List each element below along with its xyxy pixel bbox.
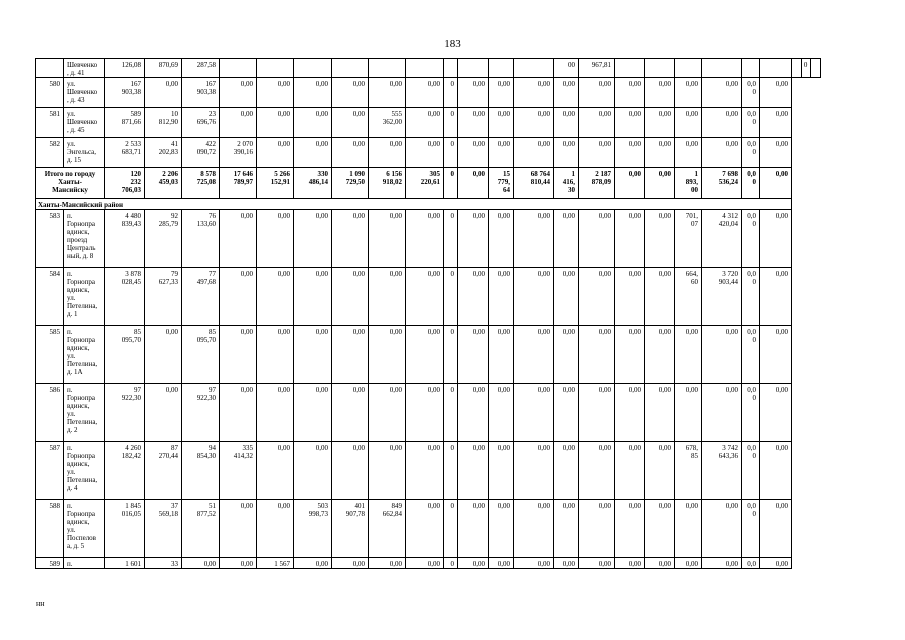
total-cell: 0 bbox=[444, 168, 458, 199]
value-cell: 0,00 bbox=[702, 500, 742, 558]
value-cell: 870,69 bbox=[145, 59, 182, 78]
value-cell: 967,81 bbox=[579, 59, 615, 78]
total-cell: 120 232 706,03 bbox=[105, 168, 145, 199]
value-cell: 0,00 bbox=[579, 558, 615, 569]
address-cell: п. Горнопра вдинск, ул. Петелина, д. 1 bbox=[64, 268, 105, 326]
row-number: 589 bbox=[36, 558, 64, 569]
value-cell: 0,00 bbox=[294, 138, 332, 168]
value-cell: 0,00 bbox=[615, 558, 645, 569]
table-row bbox=[36, 108, 821, 138]
value-cell: 0,00 bbox=[554, 268, 579, 326]
value-cell: 0,00 bbox=[645, 108, 675, 138]
value-cell: 0,0 0 bbox=[742, 500, 760, 558]
value-cell: 0,00 bbox=[294, 384, 332, 442]
value-cell: 0,00 bbox=[579, 210, 615, 268]
value-cell: 10 812,90 bbox=[145, 108, 182, 138]
total-cell: 7 698 536,24 bbox=[702, 168, 742, 199]
value-cell: 0,00 bbox=[514, 500, 554, 558]
value-cell: 0,00 bbox=[702, 558, 742, 569]
value-cell: 0,00 bbox=[332, 558, 369, 569]
value-cell: 23 696,76 bbox=[182, 108, 220, 138]
value-cell: 0,0 0 bbox=[742, 138, 760, 168]
table-row bbox=[36, 442, 821, 500]
value-cell: 0,00 bbox=[760, 500, 792, 558]
value-cell: 0 bbox=[444, 326, 458, 384]
value-cell: 0,00 bbox=[579, 138, 615, 168]
value-cell: 0,00 bbox=[615, 384, 645, 442]
value-cell: 33 bbox=[145, 558, 182, 569]
total-cell: 15 779, 64 bbox=[489, 168, 514, 199]
value-cell: 0,00 bbox=[554, 442, 579, 500]
value-cell: 0,00 bbox=[675, 500, 702, 558]
value-cell: 0,00 bbox=[675, 326, 702, 384]
value-cell: 0,00 bbox=[369, 442, 406, 500]
value-cell: 0,00 bbox=[760, 442, 792, 500]
row-number bbox=[36, 59, 64, 78]
value-cell: 0,00 bbox=[675, 138, 702, 168]
total-cell: 8 578 725,08 bbox=[182, 168, 220, 199]
value-cell: 0,00 bbox=[220, 78, 257, 108]
value-cell: 0,00 bbox=[257, 210, 294, 268]
page-number: 183 bbox=[444, 38, 461, 50]
value-cell: 00 bbox=[554, 59, 579, 78]
value-cell: 0,00 bbox=[615, 442, 645, 500]
value-cell: 2 070 390,16 bbox=[220, 138, 257, 168]
value-cell: 0,00 bbox=[406, 78, 444, 108]
table-row bbox=[36, 384, 821, 442]
value-cell: 0,00 bbox=[702, 138, 742, 168]
value-cell: 0,00 bbox=[257, 326, 294, 384]
data-table bbox=[35, 58, 821, 569]
value-cell: 0,00 bbox=[489, 384, 514, 442]
value-cell: 287,58 bbox=[182, 59, 220, 78]
value-cell: 0,00 bbox=[554, 384, 579, 442]
value-cell bbox=[742, 59, 760, 78]
value-cell: 0,00 bbox=[514, 384, 554, 442]
value-cell: 0,00 bbox=[554, 326, 579, 384]
value-cell: 0,00 bbox=[332, 78, 369, 108]
value-cell bbox=[369, 59, 406, 78]
value-cell bbox=[615, 59, 645, 78]
row-number: 580 bbox=[36, 78, 64, 108]
value-cell: 0,00 bbox=[645, 78, 675, 108]
value-cell: 0,00 bbox=[294, 268, 332, 326]
value-cell: 0,00 bbox=[645, 442, 675, 500]
total-cell: 5 266 152,91 bbox=[257, 168, 294, 199]
section-header-row bbox=[36, 199, 821, 210]
value-cell: 0,00 bbox=[702, 384, 742, 442]
table-row bbox=[36, 138, 821, 168]
value-cell: 0,00 bbox=[294, 558, 332, 569]
value-cell: 167 903,38 bbox=[182, 78, 220, 108]
value-cell: 2 533 683,71 bbox=[105, 138, 145, 168]
value-cell: 0,00 bbox=[369, 138, 406, 168]
value-cell bbox=[702, 59, 742, 78]
value-cell: 0,0 0 bbox=[742, 268, 760, 326]
value-cell: 0,00 bbox=[257, 138, 294, 168]
value-cell: 0,00 bbox=[294, 78, 332, 108]
value-cell: 0,0 0 bbox=[742, 442, 760, 500]
value-cell: 126,08 bbox=[105, 59, 145, 78]
address-cell: ул. Шевченко , д. 43 bbox=[64, 78, 105, 108]
address-cell: п. Горнопра вдинск, ул. Поспелов а, д. 5 bbox=[64, 500, 105, 558]
value-cell: 0,00 bbox=[645, 500, 675, 558]
value-cell: 0 bbox=[801, 59, 811, 78]
value-cell: 0,00 bbox=[489, 326, 514, 384]
value-cell: 0,00 bbox=[514, 78, 554, 108]
address-cell: п. Горнопра вдинск, ул. Петелина, д. 4 bbox=[64, 442, 105, 500]
value-cell: 0,00 bbox=[220, 108, 257, 138]
total-cell: 1 893, 00 bbox=[675, 168, 702, 199]
value-cell: 0,00 bbox=[294, 442, 332, 500]
value-cell: 0,00 bbox=[675, 384, 702, 442]
total-label: Итого по городу Ханты- Мансийску bbox=[36, 168, 105, 199]
value-cell: 0 bbox=[444, 210, 458, 268]
total-cell: 0,0 0 bbox=[742, 168, 760, 199]
value-cell: 0,00 bbox=[760, 210, 792, 268]
table-row bbox=[36, 558, 821, 569]
address-cell: п. Горнопра вдинск, проезд Централь ный, д. 8 bbox=[64, 210, 105, 268]
row-number: 587 bbox=[36, 442, 64, 500]
value-cell: 0,00 bbox=[615, 268, 645, 326]
value-cell bbox=[792, 59, 802, 78]
value-cell: 0,00 bbox=[406, 384, 444, 442]
value-cell: 0,00 bbox=[489, 78, 514, 108]
value-cell: 0,00 bbox=[579, 442, 615, 500]
value-cell bbox=[257, 59, 294, 78]
value-cell: 92 285,79 bbox=[145, 210, 182, 268]
value-cell: 0 bbox=[444, 558, 458, 569]
value-cell: 0,00 bbox=[645, 210, 675, 268]
total-row bbox=[36, 168, 821, 199]
value-cell: 0,00 bbox=[489, 108, 514, 138]
value-cell: 0,00 bbox=[332, 384, 369, 442]
value-cell: 0,00 bbox=[220, 500, 257, 558]
table-row bbox=[36, 78, 821, 108]
value-cell: 0,00 bbox=[369, 326, 406, 384]
value-cell: 0,0 0 bbox=[742, 210, 760, 268]
value-cell: 0,00 bbox=[332, 210, 369, 268]
value-cell: 0,00 bbox=[579, 500, 615, 558]
value-cell: 0,00 bbox=[514, 558, 554, 569]
table-row bbox=[36, 326, 821, 384]
value-cell: 0 bbox=[444, 78, 458, 108]
address-cell: Шевченко , д. 41 bbox=[64, 59, 105, 78]
value-cell: 0,00 bbox=[145, 78, 182, 108]
value-cell: 0 bbox=[444, 384, 458, 442]
value-cell bbox=[675, 59, 702, 78]
value-cell: 0,00 bbox=[257, 108, 294, 138]
table-row bbox=[36, 210, 821, 268]
value-cell: 0 bbox=[444, 268, 458, 326]
value-cell: 0,00 bbox=[369, 558, 406, 569]
value-cell: 0,00 bbox=[220, 268, 257, 326]
value-cell: 0,00 bbox=[220, 558, 257, 569]
value-cell: 3 720 903,44 bbox=[702, 268, 742, 326]
value-cell: 0,00 bbox=[294, 108, 332, 138]
footer-mark: нн bbox=[36, 599, 45, 608]
value-cell: 0,00 bbox=[294, 210, 332, 268]
value-cell: 87 270,44 bbox=[145, 442, 182, 500]
value-cell: 0,00 bbox=[489, 442, 514, 500]
value-cell: 0 bbox=[444, 442, 458, 500]
value-cell: 97 922,30 bbox=[105, 384, 145, 442]
value-cell: 0,00 bbox=[760, 78, 792, 108]
value-cell: 589 871,66 bbox=[105, 108, 145, 138]
value-cell: 1 601 bbox=[105, 558, 145, 569]
value-cell: 0,00 bbox=[489, 500, 514, 558]
value-cell: 401 907,78 bbox=[332, 500, 369, 558]
section-title: Ханты-Мансийский район bbox=[36, 199, 792, 210]
value-cell: 37 569,18 bbox=[145, 500, 182, 558]
value-cell: 701, 07 bbox=[675, 210, 702, 268]
value-cell: 1 845 016,05 bbox=[105, 500, 145, 558]
value-cell bbox=[645, 59, 675, 78]
value-cell: 0,00 bbox=[554, 108, 579, 138]
value-cell: 503 998,73 bbox=[294, 500, 332, 558]
value-cell: 0,00 bbox=[406, 442, 444, 500]
value-cell: 97 922,30 bbox=[182, 384, 220, 442]
value-cell: 1 567 bbox=[257, 558, 294, 569]
value-cell: 849 662,84 bbox=[369, 500, 406, 558]
value-cell: 0,00 bbox=[514, 108, 554, 138]
total-cell: 0,00 bbox=[615, 168, 645, 199]
value-cell: 0,00 bbox=[489, 558, 514, 569]
value-cell: 0,00 bbox=[489, 210, 514, 268]
value-cell bbox=[406, 59, 444, 78]
total-cell: 2 187 878,09 bbox=[579, 168, 615, 199]
value-cell: 167 903,38 bbox=[105, 78, 145, 108]
value-cell: 0,00 bbox=[458, 442, 489, 500]
value-cell: 0,00 bbox=[257, 500, 294, 558]
value-cell: 0,00 bbox=[369, 78, 406, 108]
value-cell bbox=[489, 59, 514, 78]
value-cell: 0,00 bbox=[615, 138, 645, 168]
value-cell: 0,00 bbox=[332, 138, 369, 168]
value-cell: 0,00 bbox=[615, 210, 645, 268]
total-cell: 17 646 789,97 bbox=[220, 168, 257, 199]
value-cell: 335 414,32 bbox=[220, 442, 257, 500]
value-cell: 0,0 0 bbox=[742, 78, 760, 108]
value-cell bbox=[444, 59, 458, 78]
value-cell: 0,00 bbox=[332, 268, 369, 326]
value-cell: 0,00 bbox=[645, 268, 675, 326]
value-cell: 0,00 bbox=[406, 558, 444, 569]
value-cell: 0,0 bbox=[742, 558, 760, 569]
value-cell: 0,00 bbox=[332, 442, 369, 500]
value-cell: 0,00 bbox=[489, 138, 514, 168]
value-cell: 0,00 bbox=[514, 210, 554, 268]
value-cell: 0,00 bbox=[579, 78, 615, 108]
value-cell: 0,00 bbox=[369, 210, 406, 268]
value-cell: 77 497,68 bbox=[182, 268, 220, 326]
value-cell: 0,00 bbox=[145, 384, 182, 442]
value-cell bbox=[332, 59, 369, 78]
value-cell: 0,00 bbox=[458, 500, 489, 558]
value-cell: 0,00 bbox=[760, 108, 792, 138]
address-cell: п. bbox=[64, 558, 105, 569]
value-cell: 0,00 bbox=[554, 500, 579, 558]
value-cell: 0,00 bbox=[514, 138, 554, 168]
value-cell bbox=[458, 59, 489, 78]
value-cell: 0,00 bbox=[760, 138, 792, 168]
value-cell: 0,00 bbox=[257, 268, 294, 326]
row-number: 582 bbox=[36, 138, 64, 168]
value-cell: 3 878 028,45 bbox=[105, 268, 145, 326]
value-cell: 0,0 0 bbox=[742, 326, 760, 384]
value-cell: 0,00 bbox=[675, 558, 702, 569]
value-cell bbox=[811, 59, 821, 78]
value-cell: 0,00 bbox=[406, 108, 444, 138]
value-cell: 0,00 bbox=[182, 558, 220, 569]
value-cell: 0,00 bbox=[702, 326, 742, 384]
value-cell: 0,00 bbox=[458, 108, 489, 138]
total-cell: 305 220,61 bbox=[406, 168, 444, 199]
value-cell: 0,00 bbox=[369, 268, 406, 326]
value-cell: 0,00 bbox=[645, 384, 675, 442]
value-cell: 0,00 bbox=[514, 268, 554, 326]
value-cell: 0,00 bbox=[458, 384, 489, 442]
value-cell: 0,00 bbox=[615, 326, 645, 384]
value-cell: 0,00 bbox=[554, 78, 579, 108]
value-cell: 0,00 bbox=[675, 108, 702, 138]
value-cell: 0,00 bbox=[760, 268, 792, 326]
value-cell: 4 312 420,04 bbox=[702, 210, 742, 268]
value-cell: 0,00 bbox=[220, 384, 257, 442]
value-cell: 0,00 bbox=[554, 138, 579, 168]
value-cell: 0,00 bbox=[458, 138, 489, 168]
value-cell: 0,00 bbox=[406, 210, 444, 268]
value-cell: 0,00 bbox=[332, 108, 369, 138]
value-cell: 0,00 bbox=[579, 268, 615, 326]
value-cell: 0,00 bbox=[406, 268, 444, 326]
value-cell: 0,00 bbox=[458, 558, 489, 569]
value-cell bbox=[220, 59, 257, 78]
value-cell bbox=[514, 59, 554, 78]
value-cell: 3 742 643,36 bbox=[702, 442, 742, 500]
value-cell: 79 627,33 bbox=[145, 268, 182, 326]
value-cell: 85 095,70 bbox=[105, 326, 145, 384]
row-number: 585 bbox=[36, 326, 64, 384]
value-cell: 0,00 bbox=[220, 210, 257, 268]
value-cell: 0,00 bbox=[145, 326, 182, 384]
total-cell: 6 156 918,02 bbox=[369, 168, 406, 199]
value-cell: 0,00 bbox=[675, 78, 702, 108]
value-cell: 0,00 bbox=[220, 326, 257, 384]
value-cell: 0,00 bbox=[458, 78, 489, 108]
address-cell: ул. Энгельса, д. 15 bbox=[64, 138, 105, 168]
row-number: 581 bbox=[36, 108, 64, 138]
value-cell: 0,00 bbox=[332, 326, 369, 384]
value-cell: 0 bbox=[444, 108, 458, 138]
total-cell: 0,00 bbox=[760, 168, 792, 199]
value-cell: 0,00 bbox=[760, 326, 792, 384]
value-cell: 0,0 0 bbox=[742, 108, 760, 138]
value-cell: 85 095,70 bbox=[182, 326, 220, 384]
value-cell: 0,00 bbox=[645, 326, 675, 384]
total-cell: 1 090 729,50 bbox=[332, 168, 369, 199]
value-cell: 51 877,52 bbox=[182, 500, 220, 558]
value-cell: 0,00 bbox=[579, 108, 615, 138]
table-row bbox=[36, 59, 821, 78]
value-cell: 4 480 839,43 bbox=[105, 210, 145, 268]
value-cell: 0,00 bbox=[294, 326, 332, 384]
value-cell: 0,00 bbox=[645, 138, 675, 168]
row-number: 586 bbox=[36, 384, 64, 442]
value-cell: 0,00 bbox=[645, 558, 675, 569]
value-cell: 0,00 bbox=[514, 326, 554, 384]
value-cell: 0,00 bbox=[760, 558, 792, 569]
value-cell: 664, 60 bbox=[675, 268, 702, 326]
table-row bbox=[36, 268, 821, 326]
value-cell: 678, 85 bbox=[675, 442, 702, 500]
row-number: 584 bbox=[36, 268, 64, 326]
value-cell: 0,00 bbox=[406, 138, 444, 168]
total-cell: 68 764 810,44 bbox=[514, 168, 554, 199]
value-cell: 0,00 bbox=[369, 384, 406, 442]
value-cell: 0,0 0 bbox=[742, 384, 760, 442]
value-cell bbox=[760, 59, 792, 78]
value-cell: 0,00 bbox=[554, 558, 579, 569]
table-row bbox=[36, 500, 821, 558]
value-cell: 0,00 bbox=[458, 326, 489, 384]
total-cell: 330 486,14 bbox=[294, 168, 332, 199]
value-cell: 41 202,83 bbox=[145, 138, 182, 168]
value-cell: 76 133,60 bbox=[182, 210, 220, 268]
value-cell: 0,00 bbox=[489, 268, 514, 326]
value-cell: 0,00 bbox=[615, 500, 645, 558]
value-cell: 0,00 bbox=[406, 500, 444, 558]
value-cell: 0 bbox=[444, 138, 458, 168]
address-cell: п. Горнопра вдинск, ул. Петелина, д. 1А bbox=[64, 326, 105, 384]
value-cell: 0,00 bbox=[458, 268, 489, 326]
value-cell: 94 854,30 bbox=[182, 442, 220, 500]
value-cell: 0 bbox=[444, 500, 458, 558]
value-cell: 0,00 bbox=[257, 442, 294, 500]
value-cell: 0,00 bbox=[579, 384, 615, 442]
total-cell: 0,00 bbox=[645, 168, 675, 199]
value-cell: 422 090,72 bbox=[182, 138, 220, 168]
value-cell: 0,00 bbox=[615, 78, 645, 108]
value-cell: 0,00 bbox=[257, 384, 294, 442]
address-cell: п. Горнопра вдинск, ул. Петелина, д. 2 bbox=[64, 384, 105, 442]
value-cell: 0,00 bbox=[554, 210, 579, 268]
value-cell bbox=[294, 59, 332, 78]
address-cell: ул. Шевченко , д. 45 bbox=[64, 108, 105, 138]
value-cell: 0,00 bbox=[615, 108, 645, 138]
value-cell: 4 260 182,42 bbox=[105, 442, 145, 500]
total-cell: 0,00 bbox=[458, 168, 489, 199]
value-cell: 0,00 bbox=[760, 384, 792, 442]
value-cell: 0,00 bbox=[702, 78, 742, 108]
value-cell: 0,00 bbox=[406, 326, 444, 384]
value-cell: 0,00 bbox=[257, 78, 294, 108]
value-cell: 0,00 bbox=[458, 210, 489, 268]
total-cell: 2 206 459,03 bbox=[145, 168, 182, 199]
value-cell: 0,00 bbox=[579, 326, 615, 384]
total-cell: 1 416, 30 bbox=[554, 168, 579, 199]
row-number: 588 bbox=[36, 500, 64, 558]
value-cell: 555 362,00 bbox=[369, 108, 406, 138]
value-cell: 0,00 bbox=[514, 442, 554, 500]
value-cell: 0,00 bbox=[702, 108, 742, 138]
row-number: 583 bbox=[36, 210, 64, 268]
